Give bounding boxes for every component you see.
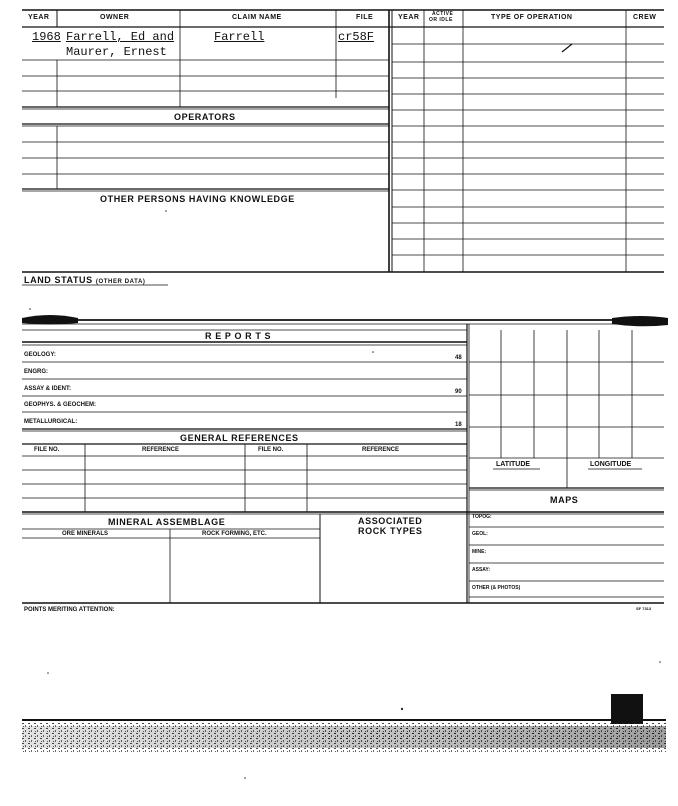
gr-file-no-2: FILE NO. [258, 447, 284, 453]
longitude-label: LONGITUDE [590, 461, 632, 468]
general-references-heading: GENERAL REFERENCES [180, 433, 299, 443]
maps-assay: ASSAY: [472, 567, 491, 573]
header-or-idle: OR IDLE [429, 17, 453, 23]
points-meriting-attention: POINTS MERITING ATTENTION: [24, 607, 115, 613]
maps-mine: MINE: [472, 549, 487, 555]
maps-topog: TOPOG: [472, 514, 492, 520]
entry-claim-name: Farrell [214, 30, 265, 44]
rock-types-label: ROCK TYPES [358, 526, 423, 536]
gr-reference-1: REFERENCE [142, 447, 180, 453]
maps-geol: GEOL: [472, 531, 488, 537]
entry-owner-line2: Maurer, Ernest [66, 45, 167, 59]
header-owner: OWNER [100, 14, 130, 21]
report-geology: GEOLOGY: [24, 352, 56, 358]
report-assay: ASSAY & IDENT: [24, 386, 72, 392]
maps-heading: MAPS [550, 495, 579, 505]
form-number: SF 7313 [636, 606, 652, 611]
operators-heading: OPERATORS [174, 112, 236, 122]
land-status-heading: LAND STATUS (OTHER DATA) [24, 275, 146, 285]
entry-year: 1968 [32, 30, 61, 44]
reports-heading: R E P O R T S [205, 331, 272, 341]
header-type-of-operation: TYPE OF OPERATION [491, 14, 573, 21]
associated-label: ASSOCIATED [358, 516, 423, 526]
header-crew: CREW [633, 14, 657, 21]
report-geology-code: 48 [455, 355, 462, 361]
entry-owner-line1: Farrell, Ed and [66, 30, 175, 44]
header-year-2: YEAR [398, 14, 420, 21]
report-engrg: ENGRG: [24, 369, 48, 375]
report-metallurgical-code: 18 [455, 422, 462, 428]
header-active: ACTIVE [432, 11, 454, 17]
report-metallurgical: METALLURGICAL: [24, 419, 78, 425]
latitude-label: LATITUDE [496, 461, 531, 468]
report-geophys: GEOPHYS. & GEOCHEM: [24, 402, 97, 408]
gr-reference-2: REFERENCE [362, 447, 400, 453]
header-year: YEAR [28, 14, 50, 21]
mineral-assemblage-heading: MINERAL ASSEMBLAGE [108, 517, 226, 527]
maps-other: OTHER (& PHOTOS) [472, 585, 521, 591]
header-claim-name: CLAIM NAME [232, 14, 282, 21]
scan-noise-band [22, 718, 666, 768]
report-assay-code: 90 [455, 389, 462, 395]
rock-forming-label: ROCK FORMING, ETC. [202, 531, 267, 537]
entry-file: cr58F [338, 30, 375, 44]
ore-minerals-label: ORE MINERALS [62, 531, 109, 537]
other-persons-heading: OTHER PERSONS HAVING KNOWLEDGE [100, 194, 295, 204]
gr-file-no-1: FILE NO. [34, 447, 60, 453]
header-file: FILE [356, 14, 374, 21]
